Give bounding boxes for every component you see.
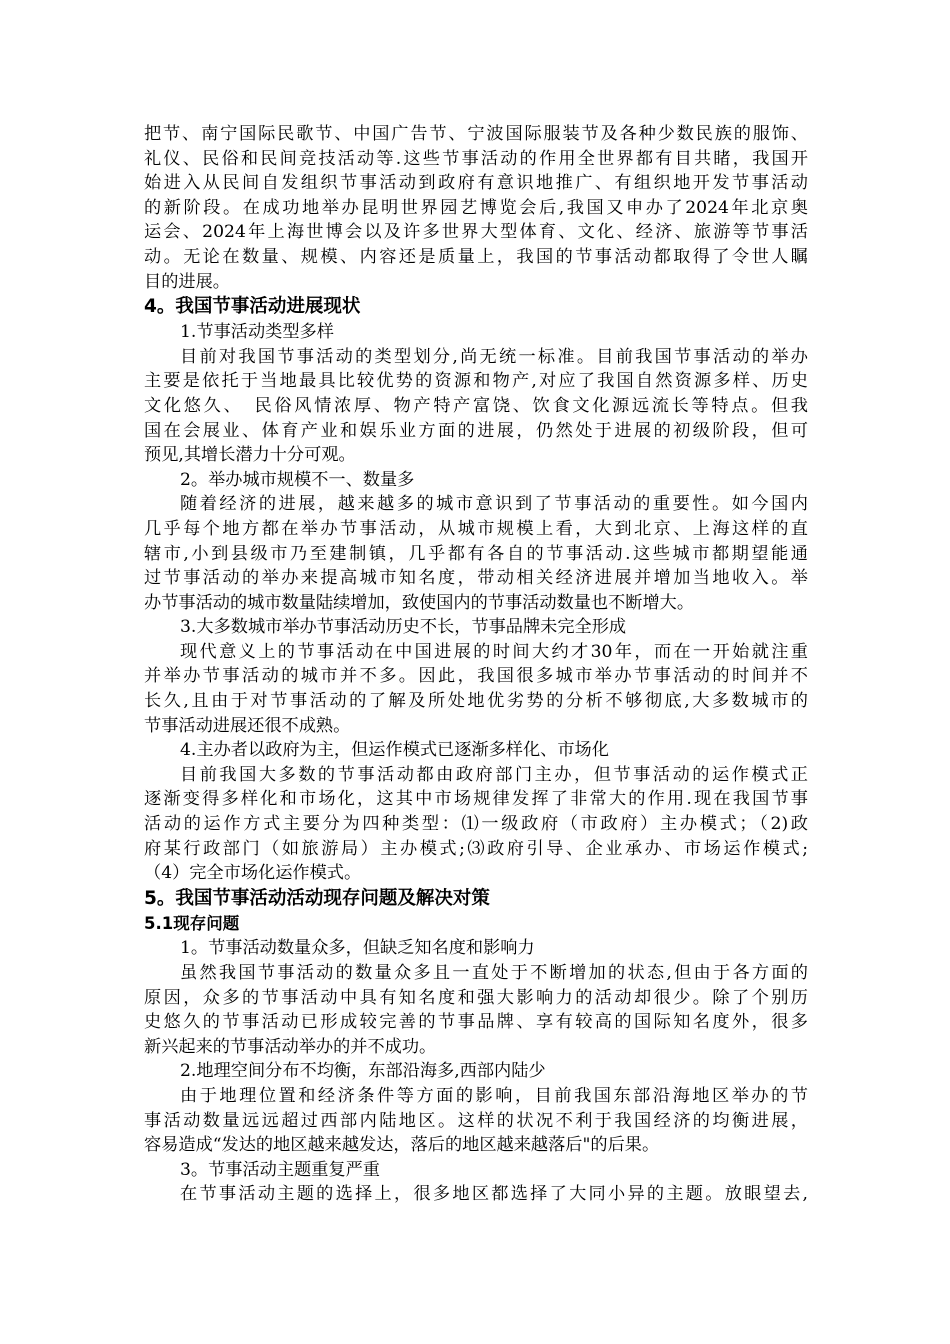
paragraph-line: 史悠久的节事活动已形成较完善的节事品牌、享有较高的国际知名度外，很多 (144, 1012, 808, 1033)
paragraph-line: 文化悠久、 民俗风情浓厚、物产特产富饶、饮食文化源远流长等特点。但我 (144, 395, 808, 416)
paragraph-line: 1.节事活动类型多样 (180, 322, 334, 343)
paragraph-line: （4）完全市场化运作模式。 (144, 863, 362, 884)
paragraph-line: 府某行政部门（如旅游局）主办模式;⑶政府引导、企业承办、市场运作模式; (144, 838, 808, 859)
paragraph-line: 逐渐变得多样化和市场化，这其中市场规律发挥了非常大的作用.现在我国节事 (144, 789, 808, 810)
document-page (144, 122, 808, 1207)
paragraph-line: 过节事活动的举办来提高城市知名度，带动相关经济进展并增加当地收入。举 (144, 568, 808, 589)
paragraph-line: 辖市,小到县级市乃至建制镇，几乎都有各自的节事活动.这些城市都期望能通 (144, 543, 808, 564)
paragraph-line: 礼仪、民俗和民间竞技活动等.这些节事活动的作用全世界都有目共睹，我国开 (144, 148, 808, 169)
paragraph-line: 新兴起来的节事活动举办的并不成功。 (144, 1036, 437, 1057)
paragraph-line: 办节事活动的城市数量陆续增加，致使国内的节事活动数量也不断增大。 (144, 592, 695, 613)
paragraph-line: 长久,且由于对节事活动的了解及所处地优劣势的分析不够彻底,大多数城市的 (144, 691, 808, 712)
paragraph-line: 节事活动进展还很不成熟。 (144, 715, 351, 736)
paragraph-line: 事活动数量远远超过西部内陆地区。这样的状况不利于我国经济的均衡进展， (144, 1110, 808, 1131)
section-heading: 5。我国节事活动活动现存问题及解决对策 (144, 887, 490, 909)
paragraph-line: 活动的运作方式主要分为四种类型：⑴一级政府（市政府）主办模式；（2)政 (144, 814, 808, 835)
paragraph-line: 随着经济的进展，越来越多的城市意识到了节事活动的重要性。如今国内 (180, 494, 808, 515)
paragraph-line: 2。举办城市规模不一、数量多 (180, 469, 415, 490)
paragraph-line: 在节事活动主题的选择上，很多地区都选择了大同小异的主题。放眼望去, (180, 1184, 808, 1205)
subsection-heading: 5.1现存问题 (144, 913, 240, 933)
paragraph-line: 预见,其增长潜力十分可观。 (144, 445, 356, 466)
paragraph-line: 始进入从民间自发组织节事活动到政府有意识地推广、有组织地开发节事活动 (144, 173, 808, 194)
paragraph-line: 原因，众多的节事活动中具有知名度和强大影响力的活动却很少。除了个别历 (144, 987, 808, 1008)
paragraph-line: 虽然我国节事活动的数量众多且一直处于不断增加的状态,但由于各方面的 (180, 963, 808, 983)
paragraph-line: 容易造成“发达的地区越来越发达，落后的地区越来越落后"的后果。 (144, 1135, 660, 1156)
paragraph-line: 运会、2024年上海世博会以及许多世界大型体育、文化、经济、旅游等节事活 (144, 222, 808, 243)
paragraph-line: 并举办节事活动的城市并不多。因此，我国很多城市举办节事活动的时间并不 (144, 666, 808, 687)
paragraph-line: 国在会展业、体育产业和娱乐业方面的进展，仍然处于进展的初级阶段，但可 (144, 420, 808, 441)
paragraph-line: 几乎每个地方都在举办节事活动，从城市规模上看，大到北京、上海这样的直 (144, 518, 808, 539)
paragraph-line: 3。节事活动主题重复严重 (180, 1159, 380, 1180)
paragraph-line: 3.大多数城市举办节事活动历史不长，节事品牌未完全形成 (180, 617, 627, 638)
paragraph-line: 由于地理位置和经济条件等方面的影响，目前我国东部沿海地区举办的节 (180, 1085, 808, 1106)
section-heading: 4。我国节事活动进展现状 (144, 296, 361, 318)
paragraph-line: 把节、南宁国际民歌节、中国广告节、宁波国际服装节及各种少数民族的服饰、 (144, 124, 808, 144)
paragraph-line: 1。节事活动数量众多，但缺乏知名度和影响力 (180, 938, 535, 959)
paragraph-line: 目前我国大多数的节事活动都由政府部门主办，但节事活动的运作模式正 (180, 764, 808, 785)
paragraph-line: 现代意义上的节事活动在中国进展的时间大约才30年，而在一开始就注重 (180, 641, 808, 662)
paragraph-line: 4.主办者以政府为主，但运作模式已逐渐多样化、市场化 (180, 740, 609, 761)
paragraph-line: 动。无论在数量、规模、内容还是质量上，我国的节事活动都取得了令世人瞩 (144, 246, 808, 267)
paragraph-line: 2.地理空间分布不均衡，东部沿海多,西部内陆少 (180, 1061, 546, 1082)
paragraph-line: 的新阶段。在成功地举办昆明世界园艺博览会后,我国又申办了2024年北京奥 (144, 197, 808, 218)
paragraph-line: 目的进展。 (144, 271, 230, 292)
paragraph-line: 目前对我国节事活动的类型划分,尚无统一标准。目前我国节事活动的举办 (180, 346, 808, 367)
paragraph-line: 主要是依托于当地最具比较优势的资源和物产,对应了我国自然资源多样、历史 (144, 371, 808, 392)
